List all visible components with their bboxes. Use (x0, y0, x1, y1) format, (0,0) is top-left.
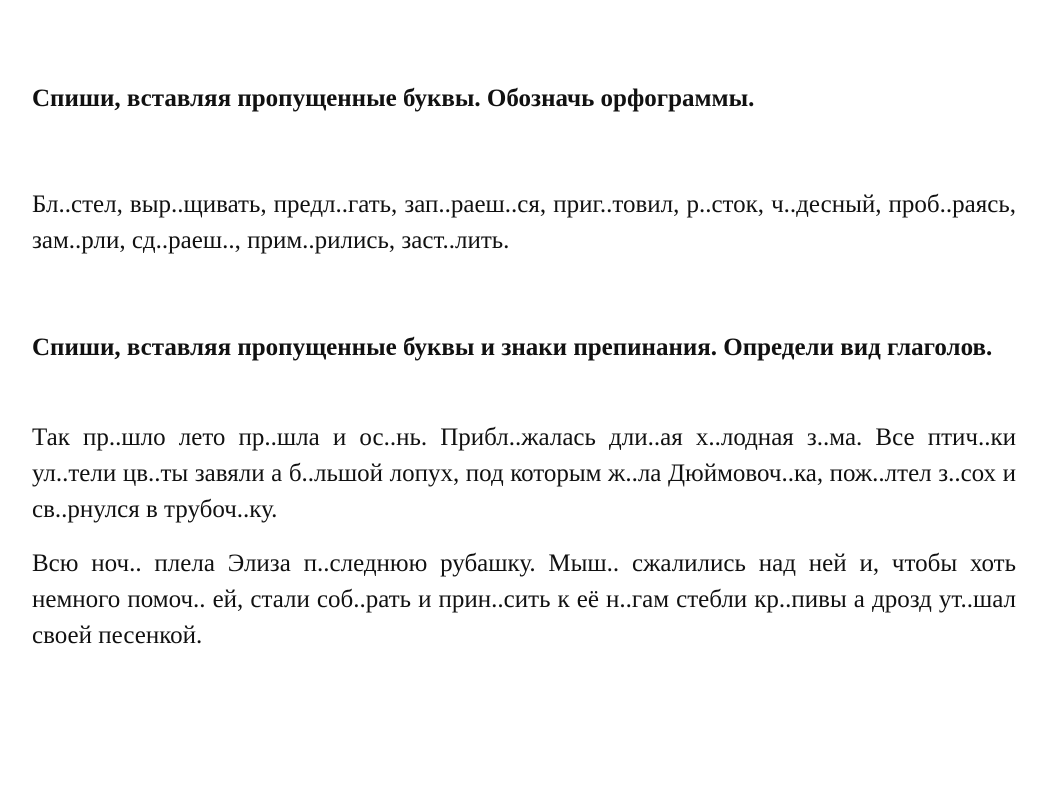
task-2-paragraph-2: Всю ноч.. плела Элиза п..следнюю рубашку. Мыш.. сжалились над ней и, чтобы хоть немного помоч.. ей, стали соб..рать и прин..сить к её н..гам стебли кр..пивы а дрозд ут..шал своей песенкой. (32, 550, 1016, 649)
worksheet-page (32, 0, 1016, 808)
task-1-instruction: Спиши, вставляя пропущенные буквы. Обозначь орфограммы. (32, 85, 755, 112)
task-2-instruction: Спиши, вставляя пропущенные буквы и знаки препинания. Определи вид глаголов. (32, 334, 993, 361)
task-1-word-list: Бл..стел, выр..щивать, предл..гать, зап..раеш..ся, приг..товил, р..сток, ч..десный, проб..раясь, зам..рли, сд..раеш.., прим..рились, заст..лить. (32, 191, 1016, 254)
task-2-paragraph-1: Так пр..шло лето пр..шла и ос..нь. Прибл..жалась дли..ая х..лодная з..ма. Все птич..ки ул..тели цв..ты завяли а б..льшой лопух, под которым ж..ла Дюймовоч..ка, пож..лтел з..сох и св..рнулся в трубоч..ку. (32, 424, 1016, 523)
